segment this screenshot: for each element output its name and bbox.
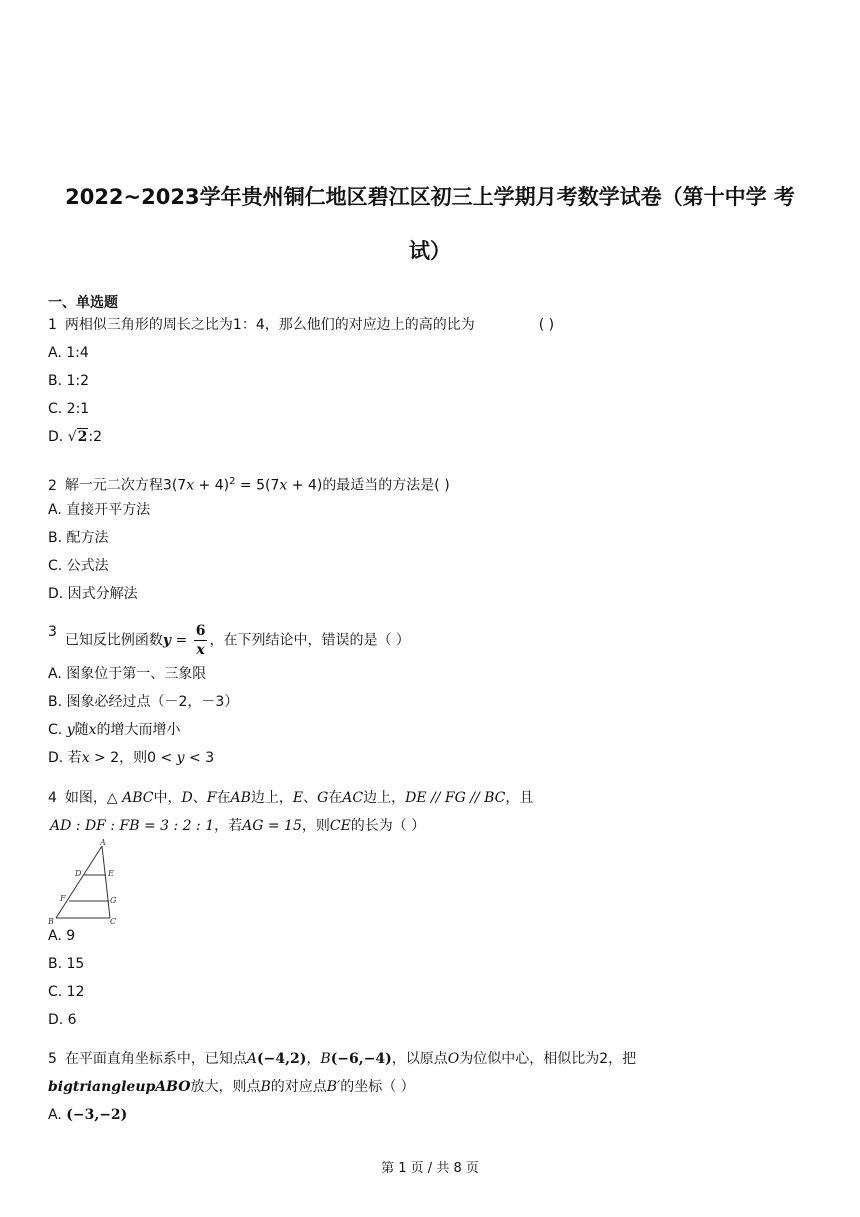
point-b: B	[320, 1051, 331, 1067]
triangle-figure	[44, 838, 124, 928]
coord-b: (−6,−4)	[330, 1051, 392, 1067]
question-text: ，若	[214, 818, 243, 834]
separator: 、	[303, 790, 318, 806]
question-text: 如图，△	[64, 790, 123, 806]
question-text: 的坐标（ ）	[340, 1079, 415, 1095]
option-text: D. 若	[48, 750, 82, 766]
question-text: 两相似三角形的周长之比为1：4，那么他们的对应边上的高的比为	[64, 317, 475, 333]
variable-y: y	[176, 750, 185, 766]
option-b: B. 配方法	[48, 530, 109, 546]
label-e: E	[108, 869, 114, 878]
math-ce: CE	[329, 818, 351, 834]
option-label: C.	[48, 722, 67, 738]
exam-title-line-1: 2022~2023学年贵州铜仁地区碧江区初三上学期月考数学试卷（第十中学 考	[65, 185, 795, 209]
question-text: 放大，则点	[190, 1079, 261, 1095]
question-text: 在	[328, 790, 343, 806]
option-c: C. 12	[48, 984, 85, 1000]
answer-blank: ( )	[538, 317, 555, 333]
option-c: C. 公式法	[48, 558, 109, 574]
option-d	[48, 748, 214, 768]
question-text: ，且	[505, 790, 534, 806]
option-text: 的增大而增小	[96, 722, 181, 738]
point-b-prime: B′	[326, 1079, 341, 1095]
variable-x: x	[81, 750, 90, 766]
coord-a: (−4,2)	[257, 1051, 307, 1067]
question-1-stem	[48, 315, 554, 335]
math-d: D	[181, 790, 193, 806]
option-value: (−3,−2)	[66, 1107, 128, 1123]
math-triangle: bigtriangleupABO	[48, 1079, 191, 1095]
question-text: 解一元二次方程3(7	[64, 477, 187, 494]
side-ab	[56, 846, 102, 918]
equals-sign: =	[171, 632, 192, 649]
math-ab: AB	[230, 790, 251, 806]
math-abc: ABC	[122, 790, 154, 806]
question-4-stem-line-1	[48, 788, 533, 808]
question-text: 在	[216, 790, 231, 806]
math-g: G	[317, 790, 329, 806]
option-a: A. 9	[48, 928, 76, 944]
question-text: 为位似中心，相似比为2，把	[459, 1051, 637, 1067]
fraction	[194, 622, 208, 659]
variable-y: y	[66, 722, 75, 738]
question-text: ，以原点	[391, 1051, 448, 1067]
label-a: A	[100, 838, 106, 847]
question-text: + 4)的最适当的方法是( )	[287, 477, 450, 494]
label-b: B	[48, 917, 54, 926]
fraction-denominator: x	[196, 642, 205, 658]
radicand: 2	[77, 429, 88, 445]
question-number: 2	[48, 477, 57, 494]
option-a: A. 图象位于第一、三象限	[48, 666, 207, 682]
point-o: O	[447, 1051, 460, 1067]
question-4-stem-line-2	[50, 816, 425, 836]
question-text: = 5(7	[235, 477, 280, 494]
point-b: B	[260, 1079, 271, 1095]
option-text: 随	[74, 722, 89, 738]
question-text: 在平面直角坐标系中，已知点	[64, 1051, 247, 1067]
option-text: < 3	[184, 750, 215, 766]
option-d	[48, 427, 102, 447]
variable-y: y	[162, 632, 172, 649]
variable-x: x	[88, 722, 97, 738]
label-g: G	[110, 896, 117, 905]
option-b: B. 15	[48, 956, 85, 972]
question-5-stem-line-1	[48, 1049, 636, 1069]
math-parallel: DE // FG // BC	[405, 790, 506, 806]
side-ac	[102, 846, 110, 918]
question-number: 4	[48, 790, 57, 806]
page-footer: 第 1 页 / 共 8 页	[381, 1161, 479, 1176]
question-text: + 4)	[194, 477, 230, 494]
option-a	[48, 1105, 127, 1125]
question-number: 1	[48, 317, 57, 333]
math-ac: AC	[342, 790, 364, 806]
question-number: 5	[48, 1051, 57, 1067]
option-d: D. 因式分解法	[48, 586, 138, 602]
label-f: F	[60, 894, 66, 903]
separator: 、	[192, 790, 207, 806]
question-5-stem-line-2	[48, 1077, 415, 1097]
option-a: A. 1:4	[48, 345, 89, 361]
option-d: D. 6	[48, 1012, 77, 1028]
option-b: B. 1:2	[48, 373, 90, 389]
math-ratio: AD : DF : FB = 3 : 2 : 1	[50, 818, 215, 834]
sqrt-expression: √2	[67, 429, 88, 445]
separator: ，	[306, 1051, 321, 1067]
section-heading: 一、单选题	[48, 295, 118, 311]
option-text: > 2，则0 <	[89, 750, 177, 766]
math-e: E	[292, 790, 304, 806]
question-text: 边上，	[363, 790, 406, 806]
exponent: 2	[229, 476, 236, 487]
question-text: 边上，	[250, 790, 293, 806]
variable-x: x	[279, 477, 288, 494]
question-text: 已知反比例函数	[64, 632, 163, 649]
question-text: 的长为（ ）	[350, 818, 426, 834]
fraction-numerator: 6	[195, 623, 206, 639]
question-3-stem	[48, 622, 410, 659]
label-c: C	[110, 917, 117, 926]
math-f: F	[206, 790, 217, 806]
question-text: ，在下列结论中，错误的是（ ）	[209, 632, 410, 649]
option-c	[48, 720, 181, 740]
option-label: D.	[48, 429, 68, 445]
exam-title-line-2: 试）	[409, 239, 451, 263]
question-text: 中，	[153, 790, 182, 806]
option-suffix: :2	[88, 429, 102, 445]
option-b: B. 图象必经过点（－2，－3）	[48, 694, 239, 710]
option-c: C. 2:1	[48, 401, 90, 417]
question-number: 3	[48, 624, 57, 640]
label-d: D	[75, 869, 82, 878]
question-text: ，则	[301, 818, 330, 834]
point-a: A	[246, 1051, 258, 1067]
question-2-stem	[48, 472, 450, 496]
variable-x: x	[186, 477, 195, 494]
math-ag: AG = 15	[242, 818, 302, 834]
question-text: 的对应点	[270, 1079, 327, 1095]
option-a: A. 直接开平方法	[48, 502, 151, 518]
option-label: A.	[48, 1107, 67, 1123]
